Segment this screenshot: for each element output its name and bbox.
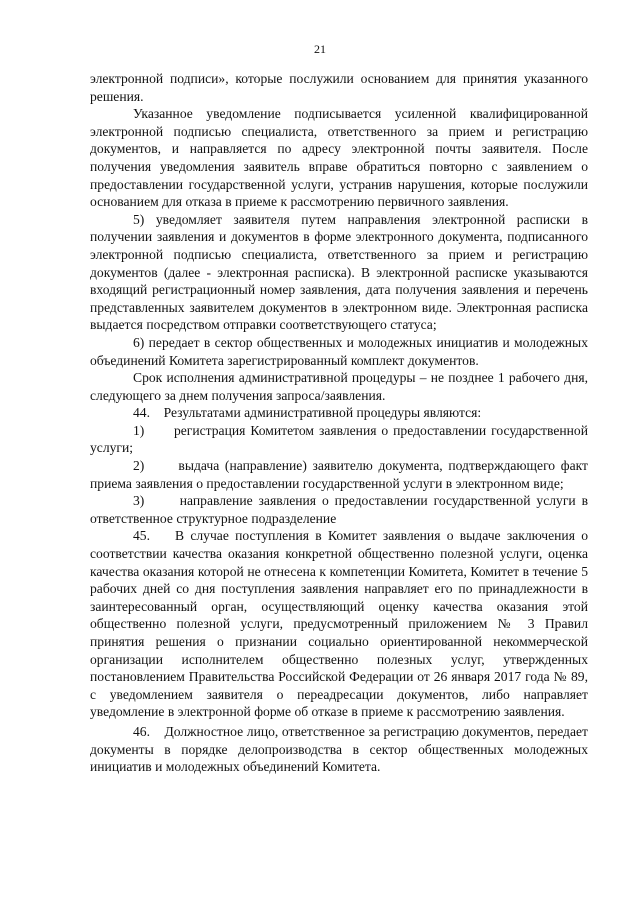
paragraph-notification-signature: Указанное уведомление подписывается усиленной квалифицированной электронной подписью специалиста, ответственного за прием и регистрацию документов, и направляется по адресу электронной почты заявителя. После получения уведомления заявитель вправе обратиться повторно с заявлением о предоставлении государственной услуги, устранив нарушения, которые послужили основанием для отказа в приеме к рассмотрению первичного заявления. [90,106,588,210]
paragraph-44-item-3: 3) направление заявления о предоставлении государственной услуги в ответственное структурное подразделение [90,493,592,526]
document-body [90,70,592,776]
paragraph-44-item-1: 1) регистрация Комитетом заявления о предоставлении государственной услуги; [90,422,592,456]
paragraph-continuation: электронной подписи», которые послужили основанием для принятия указанного решения. [90,71,588,104]
paragraph-deadline: Срок исполнения административной процедуры – не позднее 1 рабочего дня, следующего за днем получения запроса/заявления. [90,370,588,403]
paragraph-44-item-2: 2) выдача (направление) заявителю документа, подтверждающего факт приема заявления о предоставлении государственной услуги в электронном виде; [90,458,592,491]
paragraph-item-5: 5) уведомляет заявителя путем направления электронной расписки в получении заявления и документов в форме электронного документа, подписанного электронной подписью специалиста, ответственного за прием и регистрацию документов (далее - электронная расписка). В электронной расписке указываются входящий регистрационный номер заявления, дата получения заявления и перечень представленных заявителем документов в электронном виде. Электронная расписка выдается посредством отправки соответствующего статуса; [90,211,588,333]
paragraph-item-6: 6) передает в сектор общественных и молодежных инициатив и молодежных объединений Комитета зарегистрированный комплект документов. [90,334,588,368]
page-number: 21 [314,42,326,56]
paragraph-46: 46. Должностное лицо, ответственное за регистрацию документов, передает документы в порядке делопроизводства в сектор общественных молодежных инициатив и молодежных объединений Комитета. [90,723,592,775]
paragraph-45: 45. В случае поступления в Комитет заявления о выдаче заключения о соответствии качества оказания конкретной общественно полезной услуги, оценка качества оказания которой не отнесена к компетенции Комитета, Комитет в течение 5 рабочих дней со дня поступления заявления направляет его по принадлежности в заинтересованный орган, осуществляющий оценку качества оказания этой общественно полезной услуги, предусмотренный приложением № 3 Правил принятия решения о признании социально ориентированной некоммерческой организации исполнителем общественно полезных услуг, утвержденных постановлением Правительства Российской Федерации от 26 января 2017 года № 89, с уведомлением заявителя о переадресации документов, либо направляет уведомление в электронной форме об отказе в приеме к рассмотрению заявления. [90,528,592,720]
paragraph-44: 44. Результатами административной процедуры являются: [133,405,482,421]
